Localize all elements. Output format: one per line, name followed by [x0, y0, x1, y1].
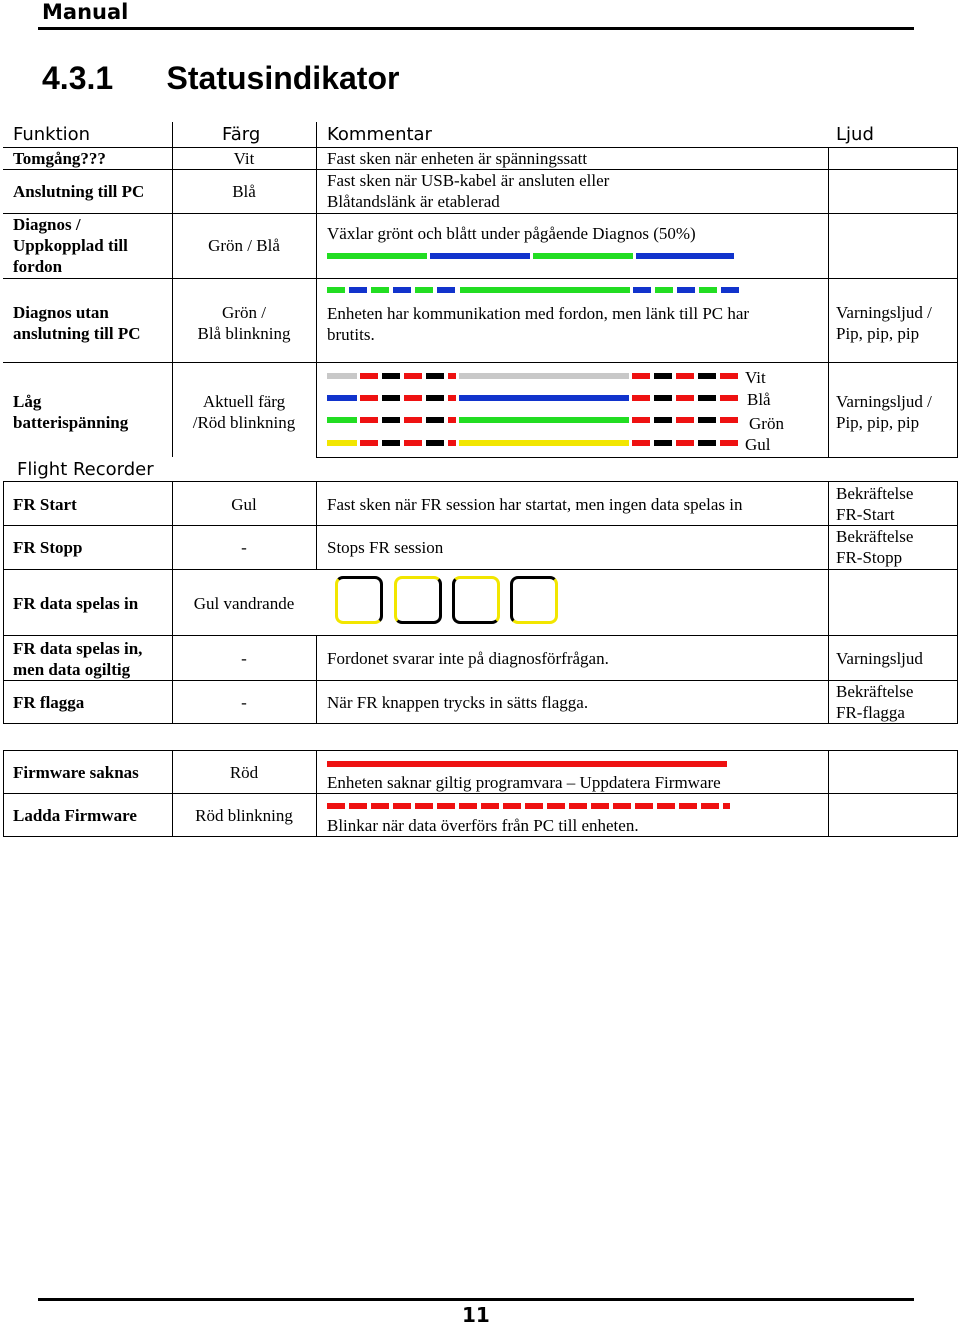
row-diagnos-utan-farg-1: Grön / — [222, 303, 266, 322]
row-diagnos-utan-ljud-2: Pip, pip, pip — [836, 324, 920, 343]
fr-ogiltig-farg: - — [241, 649, 247, 668]
led-segment — [448, 395, 456, 401]
led-segment — [426, 395, 444, 401]
led-segment — [415, 803, 433, 809]
led-segment — [327, 417, 357, 423]
fr-start-kommentar: Fast sken när FR session har startat, men ingen data spelas in — [327, 495, 743, 514]
led-segment — [327, 440, 357, 446]
led-segment — [404, 395, 422, 401]
legend-bla: Blå — [747, 390, 771, 409]
row-diagnos-utan-farg-2: Blå blinkning — [197, 324, 291, 343]
led-segment — [503, 803, 521, 809]
legend-gron: Grön — [749, 414, 784, 433]
led-segment — [720, 373, 738, 379]
row-anslutning-kommentar-2: Blåtandslänk är etablerad — [327, 192, 500, 211]
led-segment — [632, 373, 650, 379]
fr-flagga-kommentar: När FR knappen trycks in sätts flagga. — [327, 693, 589, 712]
led-segment — [382, 440, 400, 446]
led-segment — [349, 287, 367, 293]
led-segment — [679, 803, 697, 809]
row-diagnos-kommentar: Växlar grönt och blått under pågående Diagnos (50%) — [327, 224, 696, 243]
led-segment — [723, 803, 730, 809]
led-segment — [698, 395, 716, 401]
row-diagnos-utan-funktion-2: anslutning till PC — [13, 324, 141, 343]
ladda-firmware-kommentar: Blinkar när data överförs från PC till enheten. — [327, 816, 639, 835]
fr-ogiltig-ljud: Varningsljud — [836, 649, 923, 668]
led-segment — [654, 417, 672, 423]
led-segment — [654, 373, 672, 379]
row-lag-batteri-funktion-2: batterispänning — [13, 413, 129, 432]
led-segment — [701, 803, 719, 809]
led-segment — [459, 417, 629, 423]
fr-stopp-ljud-1: Bekräftelse — [836, 527, 914, 546]
led-segment — [657, 803, 675, 809]
row-anslutning-kommentar-1: Fast sken när USB-kabel är ansluten eller — [327, 171, 610, 190]
fr-flagga-farg: - — [241, 693, 247, 712]
led-segment — [591, 803, 609, 809]
led-segment — [698, 440, 716, 446]
row-diagnos-farg: Grön / Blå — [208, 236, 280, 255]
row-diagnos-utan-kommentar-2: brutits. — [327, 325, 375, 344]
led-segment — [676, 373, 694, 379]
row-lag-batteri-ljud-1: Varningsljud / — [836, 392, 932, 411]
led-segment — [360, 395, 378, 401]
row-diagnos-utan-ljud-1: Varningsljud / — [836, 303, 932, 322]
led-segment — [393, 803, 411, 809]
led-segment — [459, 803, 477, 809]
led-segment — [655, 287, 673, 293]
led-segment — [676, 417, 694, 423]
led-segment — [720, 395, 738, 401]
led-segment — [382, 373, 400, 379]
led-segment — [699, 287, 717, 293]
led-segment — [448, 440, 456, 446]
header-kommentar: Kommentar — [327, 124, 432, 145]
led-segment — [327, 287, 345, 293]
led-segment — [633, 287, 651, 293]
row-diagnos-funktion-1: Diagnos / — [13, 215, 81, 234]
row-lag-batteri-funktion-1: Låg — [13, 392, 42, 411]
led-segment — [632, 417, 650, 423]
led-segment — [720, 417, 738, 423]
header-rule — [38, 27, 914, 30]
firmware-saknas-funktion: Firmware saknas — [13, 763, 139, 782]
row-anslutning-farg: Blå — [232, 182, 256, 201]
led-segment — [547, 803, 565, 809]
led-segment — [360, 417, 378, 423]
led-segment — [437, 803, 455, 809]
row-diagnos-funktion-3: fordon — [13, 257, 63, 276]
led-segment — [404, 417, 422, 423]
fr-stopp-ljud-2: FR-Stopp — [836, 548, 903, 567]
led-segment — [393, 287, 411, 293]
footer-rule — [38, 1298, 914, 1301]
row-diagnos-funktion-2: Uppkopplad till — [13, 236, 128, 255]
led-segment — [448, 417, 456, 423]
led-segment — [632, 395, 650, 401]
flight-recorder-title: Flight Recorder — [17, 459, 154, 480]
led-segment — [677, 287, 695, 293]
page-number: 11 — [462, 1303, 490, 1327]
row-tomgang-funktion: Tomgång??? — [13, 149, 106, 168]
led-segment — [721, 287, 739, 293]
row-lag-batteri-farg-2: /Röd blinkning — [192, 413, 296, 432]
fr-start-ljud-1: Bekräftelse — [836, 484, 914, 503]
led-segment — [632, 440, 650, 446]
led-segment — [654, 440, 672, 446]
led-segment — [437, 287, 455, 293]
fr-ogiltig-funktion-1: FR data spelas in, — [13, 639, 143, 658]
fr-stopp-funktion: FR Stopp — [13, 538, 83, 557]
header-farg: Färg — [222, 124, 261, 145]
row-diagnos-utan-funktion-1: Diagnos utan — [13, 303, 109, 322]
fr-flagga-ljud-2: FR-flagga — [836, 703, 905, 722]
led-segment — [371, 287, 389, 293]
led-segment — [459, 440, 629, 446]
fr-flagga-ljud-1: Bekräftelse — [836, 682, 914, 701]
fr-data-farg: Gul vandrande — [193, 594, 295, 613]
led-segment — [698, 417, 716, 423]
fr-data-funktion: FR data spelas in — [13, 594, 139, 613]
led-segment — [327, 373, 357, 379]
led-segment — [481, 803, 499, 809]
led-segment — [635, 803, 653, 809]
led-segment — [459, 373, 629, 379]
legend-gul: Gul — [745, 435, 771, 454]
firmware-saknas-led-bar — [327, 761, 727, 767]
firmware-saknas-kommentar: Enheten saknar giltig programvara – Uppdatera Firmware — [327, 773, 721, 792]
led-segment — [569, 803, 587, 809]
ladda-firmware-farg: Röd blinkning — [195, 806, 293, 825]
led-segment — [698, 373, 716, 379]
led-segment — [613, 803, 631, 809]
led-segment — [360, 373, 378, 379]
row-tomgang-kommentar: Fast sken när enheten är spänningssatt — [327, 149, 588, 168]
led-segment — [676, 440, 694, 446]
row-lag-batteri-ljud-2: Pip, pip, pip — [836, 413, 920, 432]
row-anslutning-funktion: Anslutning till PC — [13, 182, 145, 201]
led-segment — [404, 440, 422, 446]
header-funktion: Funktion — [13, 124, 91, 145]
fr-start-ljud-2: FR-Start — [836, 505, 895, 524]
led-segment — [327, 803, 345, 809]
fr-stopp-farg: - — [241, 538, 247, 557]
led-segment — [720, 440, 738, 446]
led-segment — [371, 803, 389, 809]
led-segment — [349, 803, 367, 809]
led-segment — [382, 417, 400, 423]
led-segment — [327, 395, 357, 401]
fr-start-farg: Gul — [231, 495, 257, 514]
manual-header: Manual — [42, 0, 129, 24]
led-segment — [426, 440, 444, 446]
led-segment — [654, 395, 672, 401]
led-segment — [525, 803, 543, 809]
row-diagnos-utan-kommentar-1: Enheten har kommunikation med fordon, men länk till PC har — [327, 304, 750, 323]
header-ljud: Ljud — [836, 124, 874, 145]
fr-ogiltig-funktion-2: men data ogiltig — [13, 660, 131, 679]
ladda-firmware-funktion: Ladda Firmware — [13, 806, 137, 825]
led-segment — [426, 373, 444, 379]
fr-start-funktion: FR Start — [13, 495, 77, 514]
row-tomgang-farg: Vit — [233, 149, 255, 168]
led-segment — [448, 373, 456, 379]
row-lag-batteri-farg-1: Aktuell färg — [202, 392, 286, 411]
led-segment — [459, 395, 629, 401]
led-segment — [676, 395, 694, 401]
led-segment — [404, 373, 422, 379]
firmware-saknas-farg: Röd — [229, 763, 259, 782]
led-segment — [382, 395, 400, 401]
fr-stopp-kommentar: Stops FR session — [327, 538, 444, 557]
fr-ogiltig-kommentar: Fordonet svarar inte på diagnosförfrågan. — [327, 649, 609, 668]
led-segment — [426, 417, 444, 423]
legend-vit: Vit — [745, 368, 766, 387]
led-segment — [360, 440, 378, 446]
led-segment — [460, 287, 630, 293]
fr-flagga-funktion: FR flagga — [13, 693, 85, 712]
section-title: 4.3.1 Statusindikator — [42, 60, 400, 96]
led-segment — [415, 287, 433, 293]
